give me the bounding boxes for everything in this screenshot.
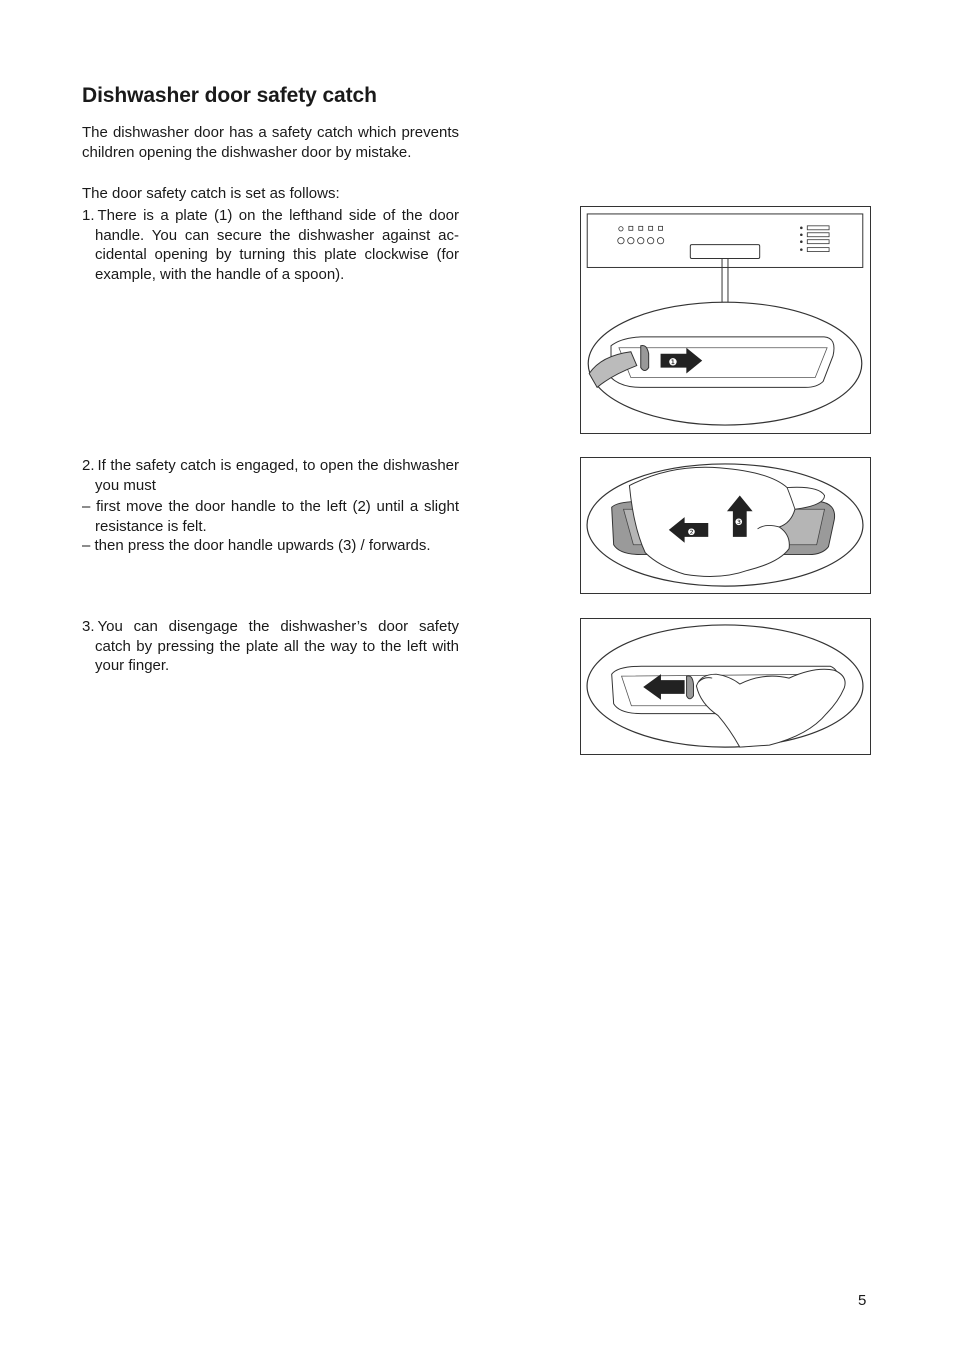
callout-3: ❸ <box>734 518 743 529</box>
callout-2: ❷ <box>687 527 696 538</box>
page-number: 5 <box>858 1292 867 1309</box>
step-3-text: 3. You can disengage the dishwasher’s door safety catch by pressing the plate all the way to the left with your finger. <box>82 618 459 674</box>
step-2-text: 2. If the safety catch is engaged, to open the dishwasher you must <box>82 457 459 494</box>
intro-paragraph: The dishwasher door has a safety catch which prevents children opening the dishwasher door by mistake. <box>82 124 459 161</box>
figure-disengage-illustration <box>581 619 870 754</box>
step-2b-text: – then press the door handle upwards (3) / forwards. <box>82 537 431 554</box>
setup-line: The door safety catch is set as follows: <box>82 185 340 202</box>
figure-plate-turn <box>580 206 871 434</box>
figure-open-handle <box>580 457 871 594</box>
section-title: Dishwasher door safety catch <box>82 84 377 107</box>
callout-1: ❶ <box>668 357 678 369</box>
figure-plate-turn-illustration <box>581 207 870 433</box>
figure-open-handle-illustration <box>581 458 870 593</box>
step-1-text: 1. There is a plate (1) on the lefthand side of the door handle. You can secure the dishwasher against accidental opening by turning this plate clockwise (for example, with the handle of a spoon). <box>82 207 459 283</box>
figure-disengage <box>580 618 871 755</box>
step-2a-text: – first move the door handle to the left (2) until a slight resistance is felt. <box>82 498 459 535</box>
